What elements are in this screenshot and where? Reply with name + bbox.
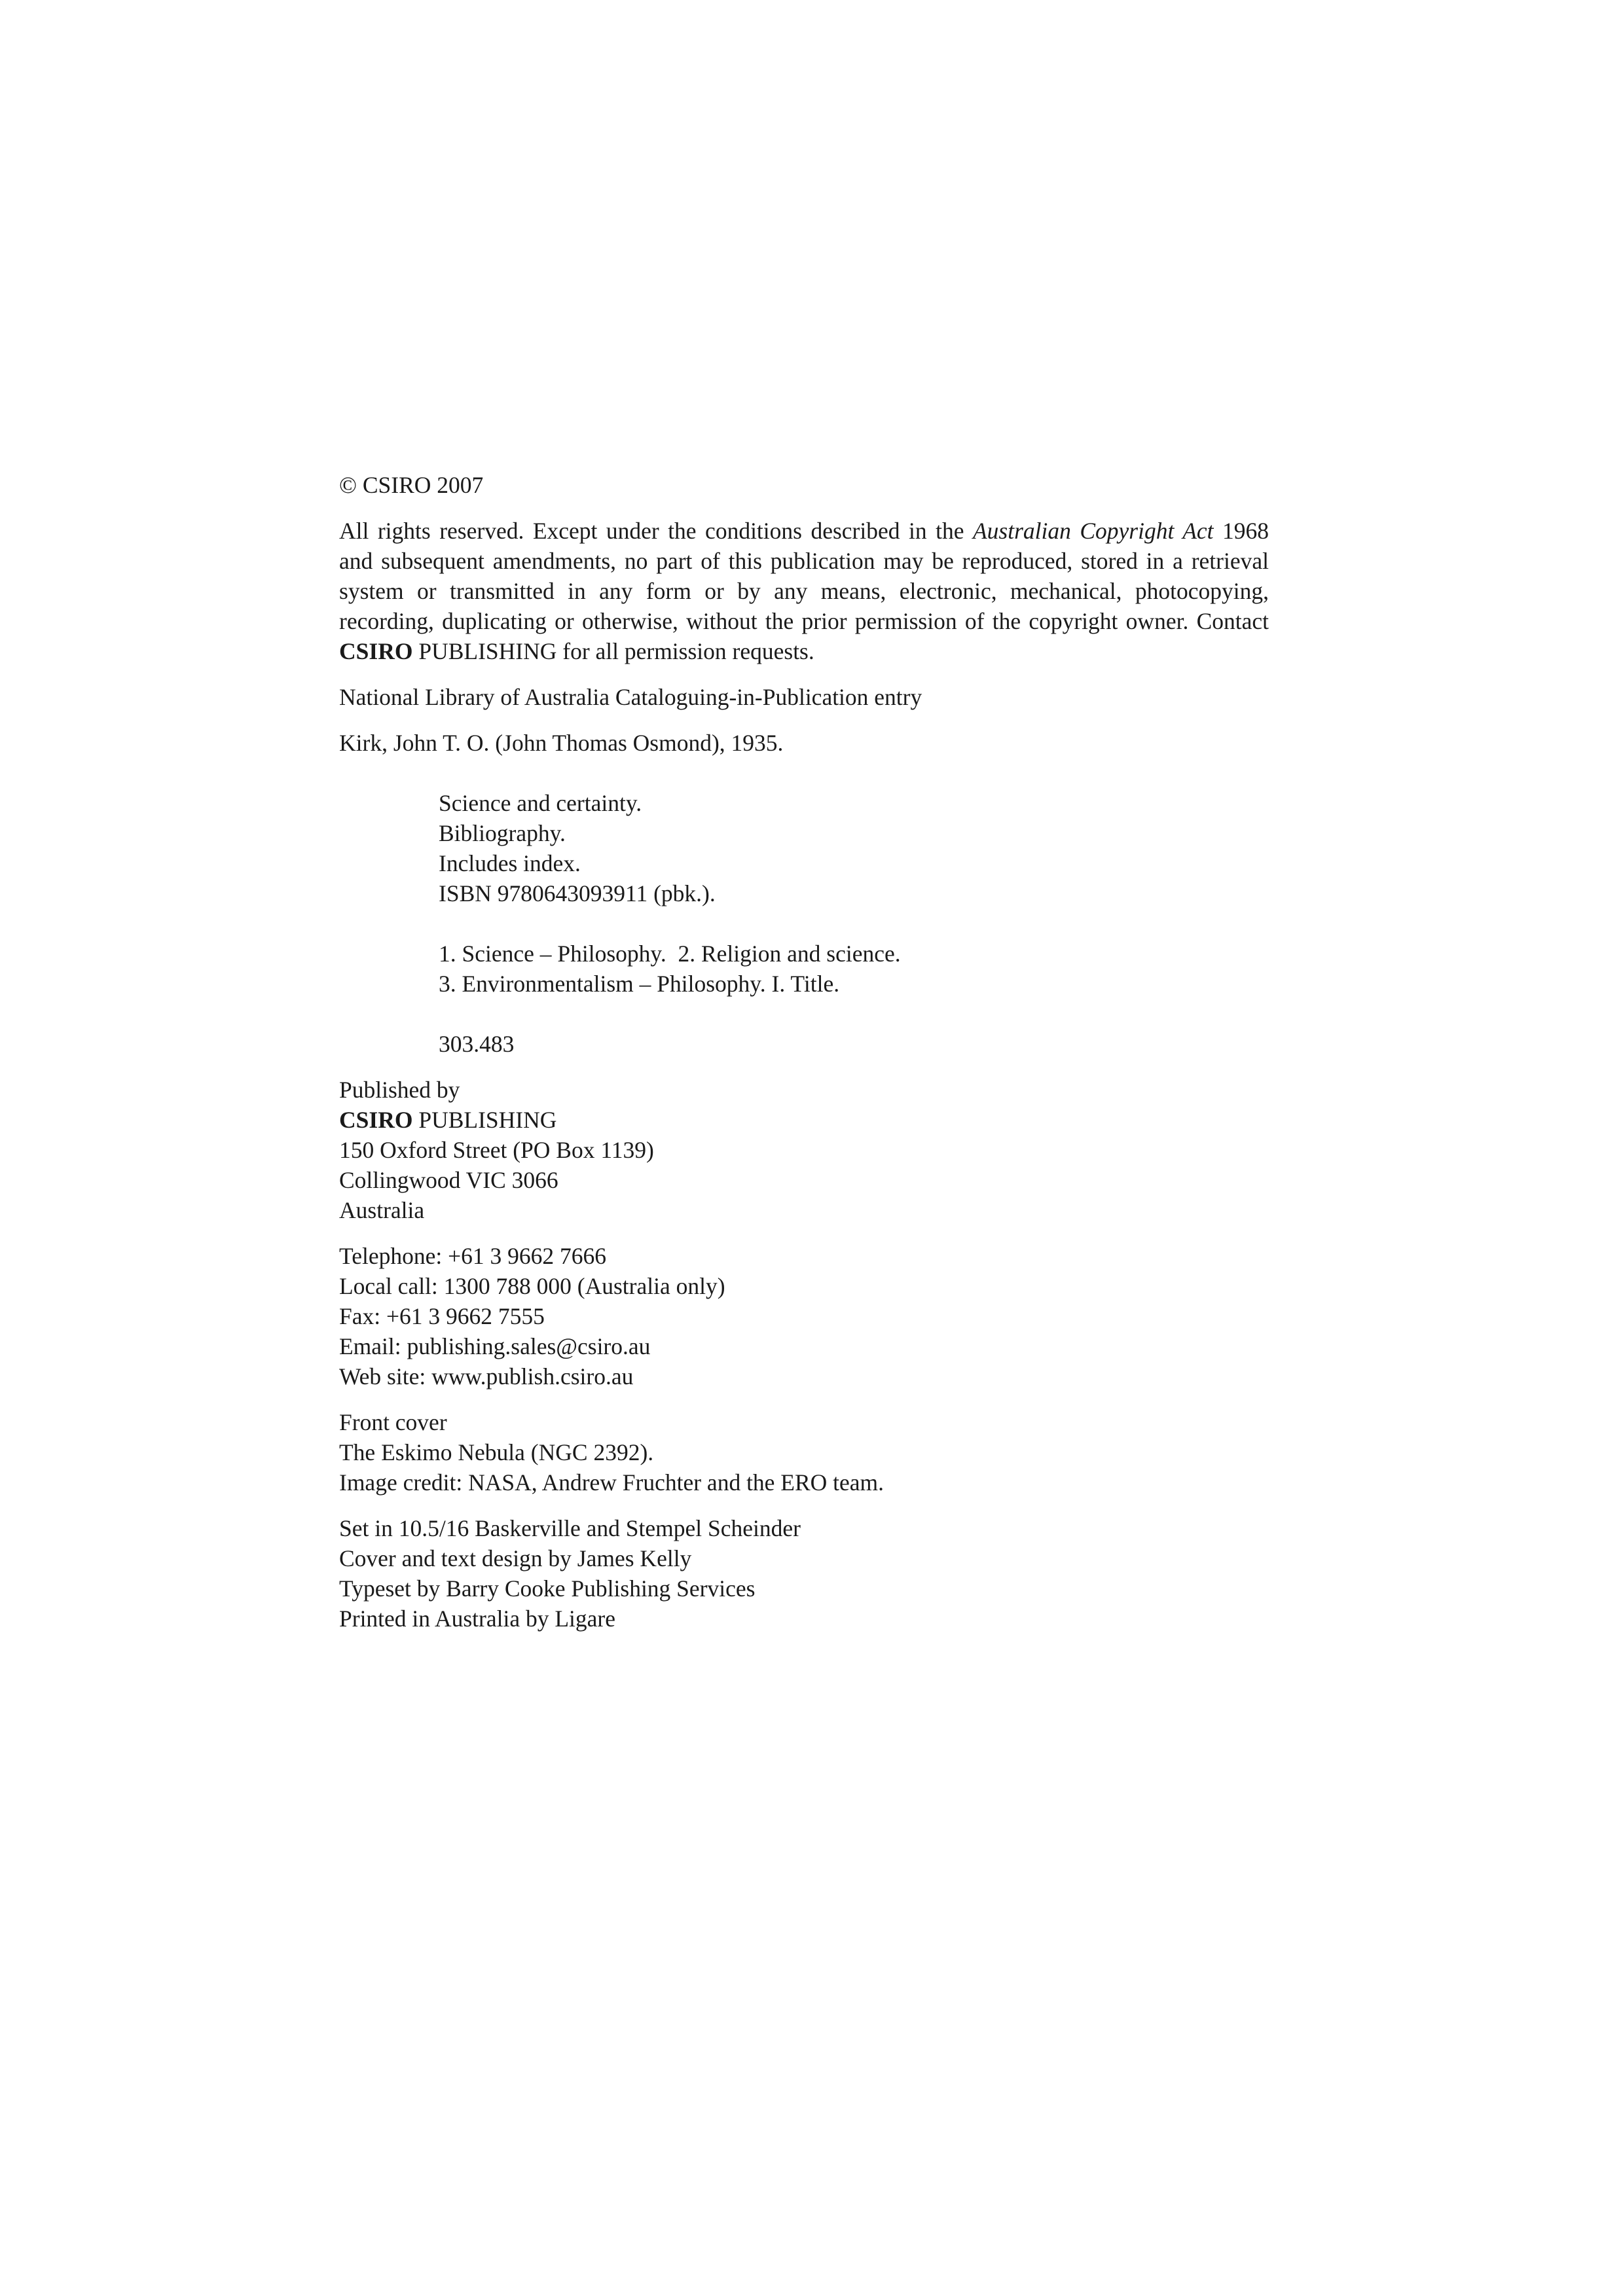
publisher-block [339,1075,1269,1225]
rights-text-2: 1968 and subsequent amendments, no part of this publication may be reproduced, stored in a retrieval system or transmitted in any form or by any means, electronic, mechanical, photocopying, recording, duplicating or otherwise, without the prior permission of the copyright owner. Contact [339,518,1269,634]
production-block [339,1513,1269,1634]
publisher-address-line: Collingwood VIC 3066 [339,1167,558,1193]
contact-line: Telephone: +61 3 9662 7666 [339,1243,606,1269]
cip-detail-line: Bibliography. [439,820,566,846]
cip-subject-line: 1. Science – Philosophy. 2. Religion and science. [439,941,901,967]
contact-line: Web site: www.publish.csiro.au [339,1363,634,1390]
cip-dewey: 303.483 [439,1031,515,1057]
rights-text-1: All rights reserved. Except under the conditions described in the [339,518,973,544]
rights-text-3: PUBLISHING for all permission requests. [412,638,814,664]
rights-statement [339,516,1269,666]
cover-credit-line: The Eskimo Nebula (NGC 2392). [339,1439,654,1465]
cip-subjects [339,939,1269,999]
cip-subject-line: 3. Environmentalism – Philosophy. I. Title. [439,971,840,997]
cip-author: Kirk, John T. O. (John Thomas Osmond), 1935. [339,730,784,756]
imprint-page [339,470,1269,1634]
contact-line: Fax: +61 3 9662 7555 [339,1303,545,1329]
production-line: Set in 10.5/16 Baskerville and Stempel Scheinder [339,1515,801,1541]
production-line: Printed in Australia by Ligare [339,1605,615,1632]
publisher-name-rest: PUBLISHING [412,1107,557,1133]
cover-credit-block [339,1407,1269,1498]
publisher-address-line: 150 Oxford Street (PO Box 1139) [339,1137,654,1163]
copyright-notice: © CSIRO 2007 [339,472,484,498]
cip-heading: National Library of Australia Cataloguing-in-Publication entry [339,684,922,710]
published-by-label: Published by [339,1077,460,1103]
csiro-name: CSIRO [339,638,413,664]
publisher-name-bold: CSIRO [339,1107,413,1133]
publisher-name [339,1105,1269,1135]
cover-credit-line: Image credit: NASA, Andrew Fruchter and the ERO team. [339,1469,884,1496]
cip-detail-line: Science and certainty. [439,790,642,816]
cip-details [339,788,1269,908]
publisher-address-line: Australia [339,1197,425,1223]
production-line: Typeset by Barry Cooke Publishing Services [339,1575,756,1602]
contact-line: Local call: 1300 788 000 (Australia only) [339,1273,725,1299]
cip-detail-line: Includes index. [439,850,581,876]
act-title: Australian Copyright Act [972,518,1214,544]
contact-line: Email: publishing.sales@csiro.au [339,1333,651,1359]
cover-credit-line: Front cover [339,1409,447,1435]
contact-block [339,1241,1269,1391]
cip-detail-line: ISBN 9780643093911 (pbk.). [439,880,716,906]
production-line: Cover and text design by James Kelly [339,1545,692,1571]
